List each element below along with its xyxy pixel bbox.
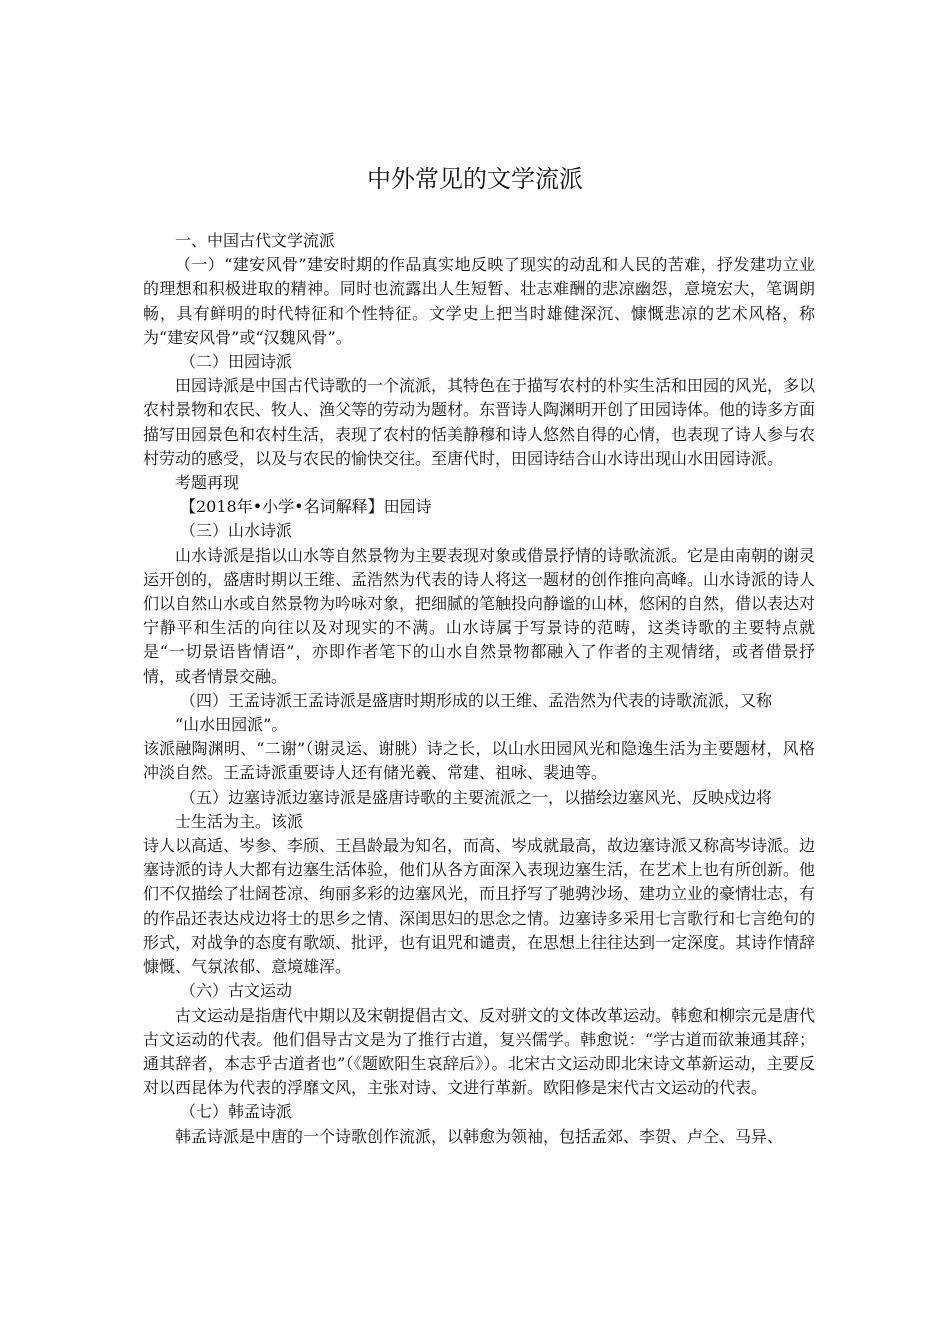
hanmeng-heading: （七）韩孟诗派 xyxy=(180,1102,293,1122)
biansai-heading-line: （五）边塞诗派边塞诗派是盛唐诗歌的主要流派之一，以描绘边塞风光、反映戍边将 xyxy=(180,787,773,807)
wangmeng-paragraph: 该派融陶渊明、“二谢”（谢灵运、谢朓）诗之长，以山水田园风光和隐逸生活为主要题材，风格冲淡自然。王孟诗派重要诗人还有储光羲、常建、祖咏、裴迪等。 xyxy=(143,739,815,783)
shanshui-heading: （三）山水诗派 xyxy=(180,521,293,541)
wangmeng-heading-line: （四）王孟诗派王孟诗派是盛唐时期形成的以王维、孟浩然为代表的诗歌流派，又称 xyxy=(180,690,773,710)
tianyuan-heading: （二）田园诗派 xyxy=(180,352,293,372)
guwen-paragraph: 古文运动是指唐代中期以及宋朝提倡古文、反对骈文的文体改革运动。韩愈和柳宗元是唐代古文运动的代表。他们倡导古文是为了推行古道，复兴儒学。韩愈说：“学古道而欲兼通其辞；通其辞者，本志乎古道者也”（《题欧阳生哀辞后》）。北宋古文运动即北宋诗文革新运动，主要反对以西昆体为代表的浮靡文风，主张对诗、文进行革新。欧阳修是宋代古文运动的代表。 xyxy=(143,1005,816,1098)
jianan-paragraph: （一）“建安风骨”建安时期的作品真实地反映了现实的动乱和人民的苦难，抒发建功立业的理想和积极进取的精神。同时也流露出人生短暂、壮志难酬的悲凉幽怨，意境宏大，笔调朗畅，具有鲜明的时代特征和个性特征。文学史上把当时雄健深沉、慷慨悲凉的艺术风格，称为“建安风骨”或“汉魏风骨”。 xyxy=(143,255,815,347)
hanmeng-paragraph: 韩孟诗派是中唐的一个诗歌创作流派，以韩愈为领袖，包括孟郊、李贺、卢仝、马异、 xyxy=(175,1126,784,1146)
wangmeng-heading-line-2: “山水田园派”。 xyxy=(175,715,288,735)
exam-item: 【2018年•小学•名词解释】田园诗 xyxy=(180,497,432,517)
biansai-paragraph: 诗人以高适、岑参、李颀、王昌龄最为知名，而高、岑成就最高，故边塞诗派又称高岑诗派。边塞诗派的诗人大都有边塞生活体验，他们从各方面深入表现边塞生活，在艺术上也有所创新。他们不仅描绘了壮阔苍凉、绚丽多彩的边塞风光，而且抒写了驰骋沙场、建功立业的豪情壮志，有的作品还表达戍边将士的思乡之情、深闺思妇的思念之情。边塞诗多采用七言歌行和七言绝句的形式，对战争的态度有歌颂、批评，也有诅咒和谴责，在思想上往往达到一定深度。其诗作情辞慷慨、气氛浓郁、意境雄浑。 xyxy=(143,836,816,977)
tianyuan-paragraph: 田园诗派是中国古代诗歌的一个流派，其特色在于描写农村的朴实生活和田园的风光，多以农村景物和农民、牧人、渔父等的劳动为题材。东晋诗人陶渊明开创了田园诗体。他的诗多方面描写田园景色和农村生活，表现了农村的恬美静穆和诗人悠然自得的心情，也表现了诗人参与农村劳动的感受，以及与农民的愉快交往。至唐代时，田园诗结合山水诗出现山水田园诗派。 xyxy=(143,376,816,468)
page-title: 中外常见的文学流派 xyxy=(367,165,583,193)
guwen-heading: （六）古文运动 xyxy=(180,981,293,1001)
section-heading: 一、中国古代文学流派 xyxy=(175,231,336,250)
biansai-heading-line-2: 士生活为主。该派 xyxy=(175,811,304,831)
exam-label: 考题再现 xyxy=(175,473,240,493)
document-body xyxy=(143,229,815,1149)
shanshui-paragraph: 山水诗派是指以山水等自然景物为主要表现对象或借景抒情的诗歌流派。它是由南朝的谢灵运开创的，盛唐时期以王维、孟浩然为代表的诗人将这一题材的创作推向高峰。山水诗派的诗人们以自然山水或自然景物为吟咏对象，把细腻的笔触投向静谧的山林，悠闲的自然，借以表达对宁静平和生活的向往以及对现实的不满。山水诗属于写景诗的范畴，这类诗歌的主要特点就是“一切景语皆情语”，亦即作者笔下的山水自然景物都融入了作者的主观情绪，或者借景抒情，或者情景交融。 xyxy=(143,545,816,686)
